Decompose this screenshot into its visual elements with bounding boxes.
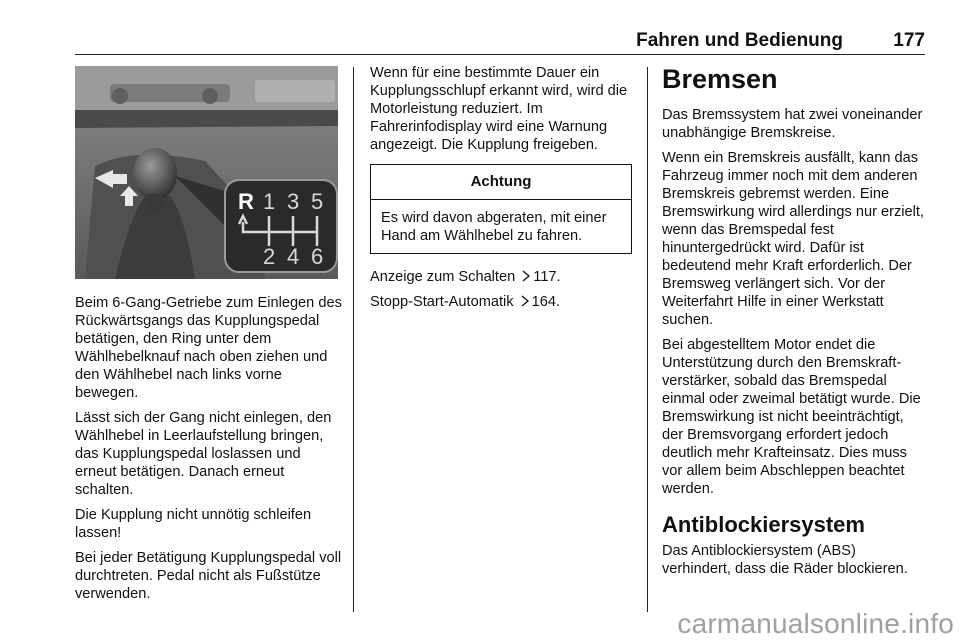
- gear-label-3: 3: [287, 189, 300, 214]
- gear-label-4: 4: [287, 244, 300, 269]
- paragraph: Beim 6-Gang-Getriebe zum Einlegen des Rückwärtsgangs das Kupplungspedal betätigen, den Ring unter dem Wählhebelknauf nach oben ziehen und den Wählhebel nach links vorne bewegen.: [75, 295, 342, 401]
- page-header: [75, 30, 925, 52]
- gear-label-6: 6: [311, 244, 324, 269]
- cross-reference-text: Anzeige zum Schalten: [370, 269, 516, 285]
- notice-body: Es wird davon abgeraten, mit einer Hand am Wählhebel zu fahren.: [381, 210, 607, 244]
- paragraph: Das Antiblockiersystem (ABS) verhindert, dass die Räder blockieren.: [662, 543, 908, 577]
- subsection-title: Antiblockiersystem: [662, 512, 865, 537]
- cross-reference-page: 164.: [531, 294, 561, 310]
- cross-reference[interactable]: [370, 293, 635, 311]
- column-right: [662, 64, 926, 585]
- paragraph: Bei jeder Betätigung Kupplungspedal voll durchtreten. Pedal nicht als Fußstütze verwenden.: [75, 550, 342, 602]
- gear-label-2: 2: [263, 244, 276, 269]
- paragraph: Das Bremssystem hat zwei voneinander unabhängige Bremskreise.: [662, 107, 923, 141]
- header-title: Fahren und Bedienung: [636, 30, 843, 51]
- watermark: carmanualsonline.info: [677, 608, 954, 639]
- paragraph: Wenn für eine bestimmte Dauer ein Kupplungsschlupf erkannt wird, wird die Motorleistung reduziert. Im Fahrerinfodisplay wird eine Warnung angezeigt. Die Kupplung freigeben.: [370, 65, 628, 153]
- column-divider-left: [353, 67, 354, 612]
- gear-label-1: 1: [263, 189, 276, 214]
- column-divider-right: [647, 67, 648, 612]
- column-middle: [370, 64, 635, 318]
- gearshift-image: [75, 66, 338, 279]
- cross-reference-text: Stopp-Start-Automatik: [370, 294, 514, 310]
- paragraph: Lässt sich der Gang nicht einlegen, den Wählhebel in Leerlaufstellung bringen, das Kupplungspedal loslassen und erneut betätigen. Danach erneut schalten.: [75, 410, 332, 498]
- gear-label-r: R: [238, 189, 254, 214]
- column-left: [75, 64, 345, 610]
- page-number: 177: [893, 30, 925, 51]
- cross-reference-page: 117.: [533, 269, 561, 285]
- notice-title: Achtung: [371, 165, 631, 200]
- header-rule: [75, 54, 925, 55]
- cross-reference[interactable]: [370, 268, 635, 286]
- section-title: Bremsen: [662, 64, 778, 94]
- paragraph: Die Kupplung nicht unnötig schleifen lassen!: [75, 507, 312, 541]
- warning-notice: [370, 164, 632, 254]
- page-reference-icon: [520, 295, 530, 307]
- paragraph: Wenn ein Bremskreis ausfällt, kann das Fahrzeug immer noch mit dem anderen Bremskreis gebremst werden. Eine Bremswirkung wird allerdings nur erzielt, wenn das Bremspedal fest hinuntergedrückt wird. Dafür ist bedeutend mehr Kraft erforderlich. Der Bremsweg verlängert sich. Vor der Weiterfahrt Hilfe in einer Werkstatt suchen.: [662, 150, 924, 328]
- gearshift-illustration: [75, 66, 338, 279]
- paragraph: Bei abgestelltem Motor endet die Unterstützung durch den Bremskraftverstärker, sobald das Bremspedal einmal oder zweimal betätigt wurde. Die Bremswirkung ist nicht beeinträchtigt, der Bremsvorgang erfordert jedoch deutlich mehr Krafteinsatz. Dies muss vor allem beim Abschleppen beachtet werden.: [662, 337, 921, 497]
- gear-label-5: 5: [311, 189, 324, 214]
- page-reference-icon: [521, 270, 531, 282]
